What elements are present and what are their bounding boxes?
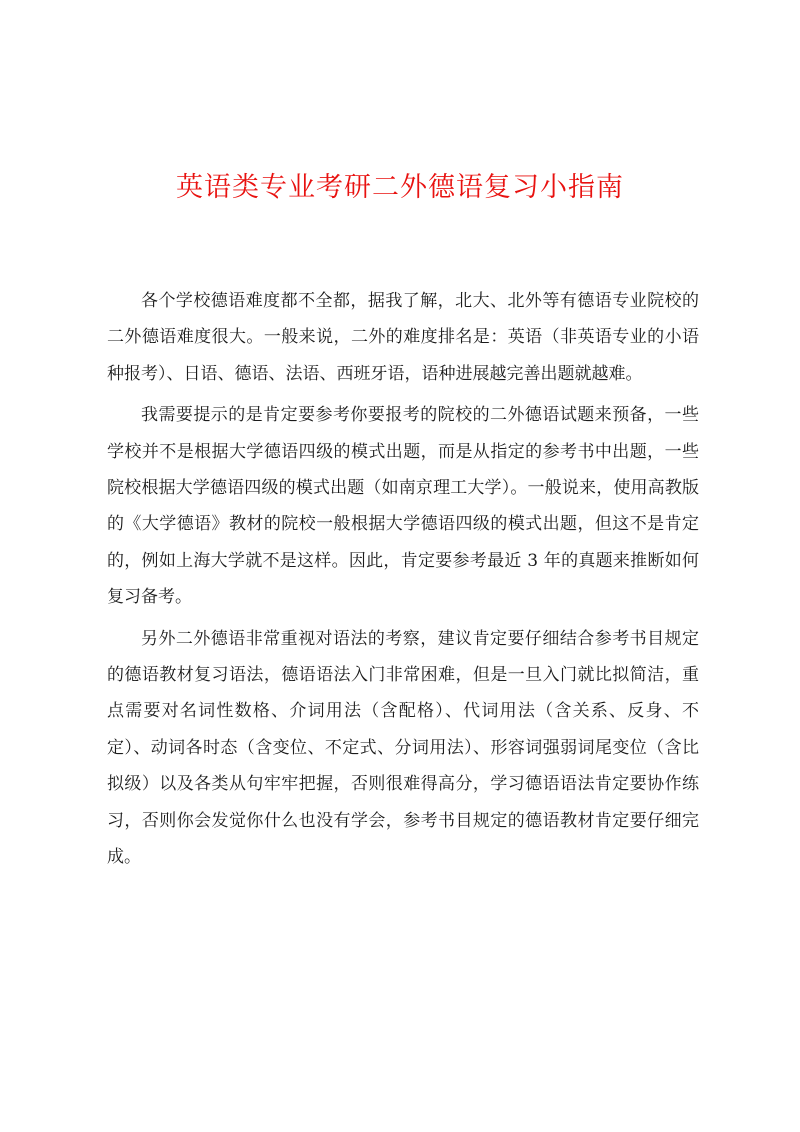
paragraph-1: 各个学校德语难度都不全都，据我了解，北大、北外等有德语专业院校的二外德语难度很大。一般来说，二外的难度排名是：英语（非英语专业的小语种报考）、日语、德语、法语、西班牙语，语种进展越完善出题就越难。 (107, 291, 699, 384)
document-title: 英语类专业考研二外德语复习小指南 (176, 172, 624, 203)
paragraph-3: 另外二外德语非常重视对语法的考察，建议肯定要仔细结合参考书目规定的德语教材复习语法，德语语法入门非常困难，但是一旦入门就比拟简洁，重点需要对名词性数格、介词用法（含配格）、代词用法（含关系、反身、不定）、动词各时态（含变位、不定式、分词用法）、形容词强弱词尾变位（含比拟级）以及各类从句牢牢把握，否则很难得高分，学习德语语法肯定要协作练习，否则你会发觉你什么也没有学会，参考书目规定的德语教材肯定要仔细完成。 (107, 628, 699, 868)
document-body (107, 283, 699, 881)
paragraph-2: 我需要提示的是肯定要参考你要报考的院校的二外德语试题来预备，一些学校并不是根据大学德语四级的模式出题，而是从指定的参考书中出题，一些院校根据大学德语四级的模式出题（如南京理工大学）。一般说来，使用高教版的《大学德语》教材的院校一般根据大学德语四级的模式出题，但这不是肯定的，例如上海大学就不是这样。因此，肯定要参考最近 3 年的真题来推断如何复习备考。 (107, 405, 699, 608)
